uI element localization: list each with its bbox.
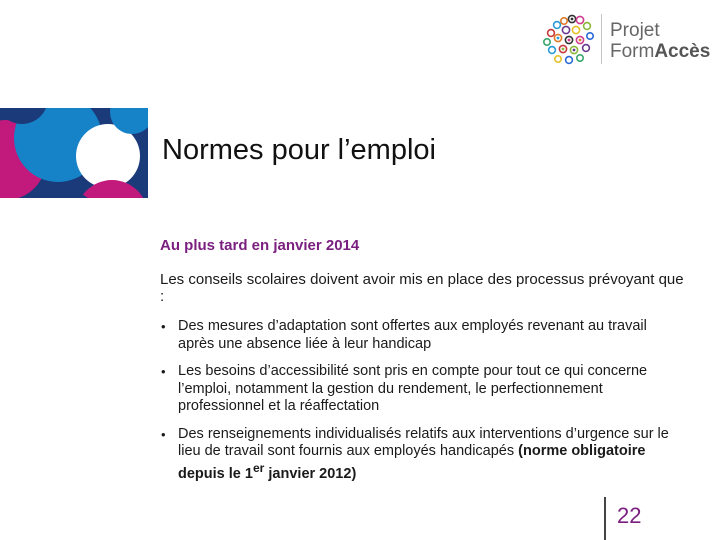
logo-line-2 (610, 41, 710, 62)
list-item (160, 318, 685, 353)
slide-body (160, 237, 685, 494)
logo-wordmark (610, 20, 710, 62)
decorative-circles-banner (0, 108, 148, 198)
bullet-text: Des mesures d’adaptation sont offertes aux employés revenant au travail après une absence liée à leur handicap (178, 318, 647, 352)
projet-formacces-logo (540, 12, 710, 68)
logo-line-2-prefix: Form (610, 41, 655, 62)
slide-title: Normes pour l’emploi (162, 134, 436, 166)
bullet-list (160, 318, 685, 484)
logo-dot-cluster-icon (540, 12, 596, 68)
list-item (160, 363, 685, 416)
bullet-note-end: janvier 2012) (264, 466, 357, 483)
logo-line-2-bold: Accès (654, 41, 711, 62)
list-item (160, 426, 685, 484)
logo-line-1: Projet (610, 20, 660, 41)
page-number-divider (604, 497, 606, 540)
logo-divider (601, 14, 602, 64)
bullet-icon: • (161, 364, 166, 379)
page-number: 22 (617, 503, 642, 528)
bullet-icon: • (161, 319, 166, 334)
bullet-note-start: (norme obligatoire depuis le 1 (178, 443, 646, 483)
slide-subtitle: Au plus tard en janvier 2014 (160, 237, 360, 254)
bullet-text: Les besoins d’accessibilité sont pris en compte pour tout ce qui concerne l’emploi, notamment la gestion du rendement, le perfectionnement professionnel et la réaffectation (178, 363, 648, 414)
intro-text: Les conseils scolaires doivent avoir mis en place des processus prévoyant que : (160, 271, 684, 305)
bullet-text: Des renseignements individualisés relatifs aux interventions d’urgence sur le lieu de travail sont fournis aux employés handicapés (178, 425, 669, 459)
bullet-note-superscript: er (252, 461, 265, 476)
bullet-icon: • (161, 426, 166, 442)
